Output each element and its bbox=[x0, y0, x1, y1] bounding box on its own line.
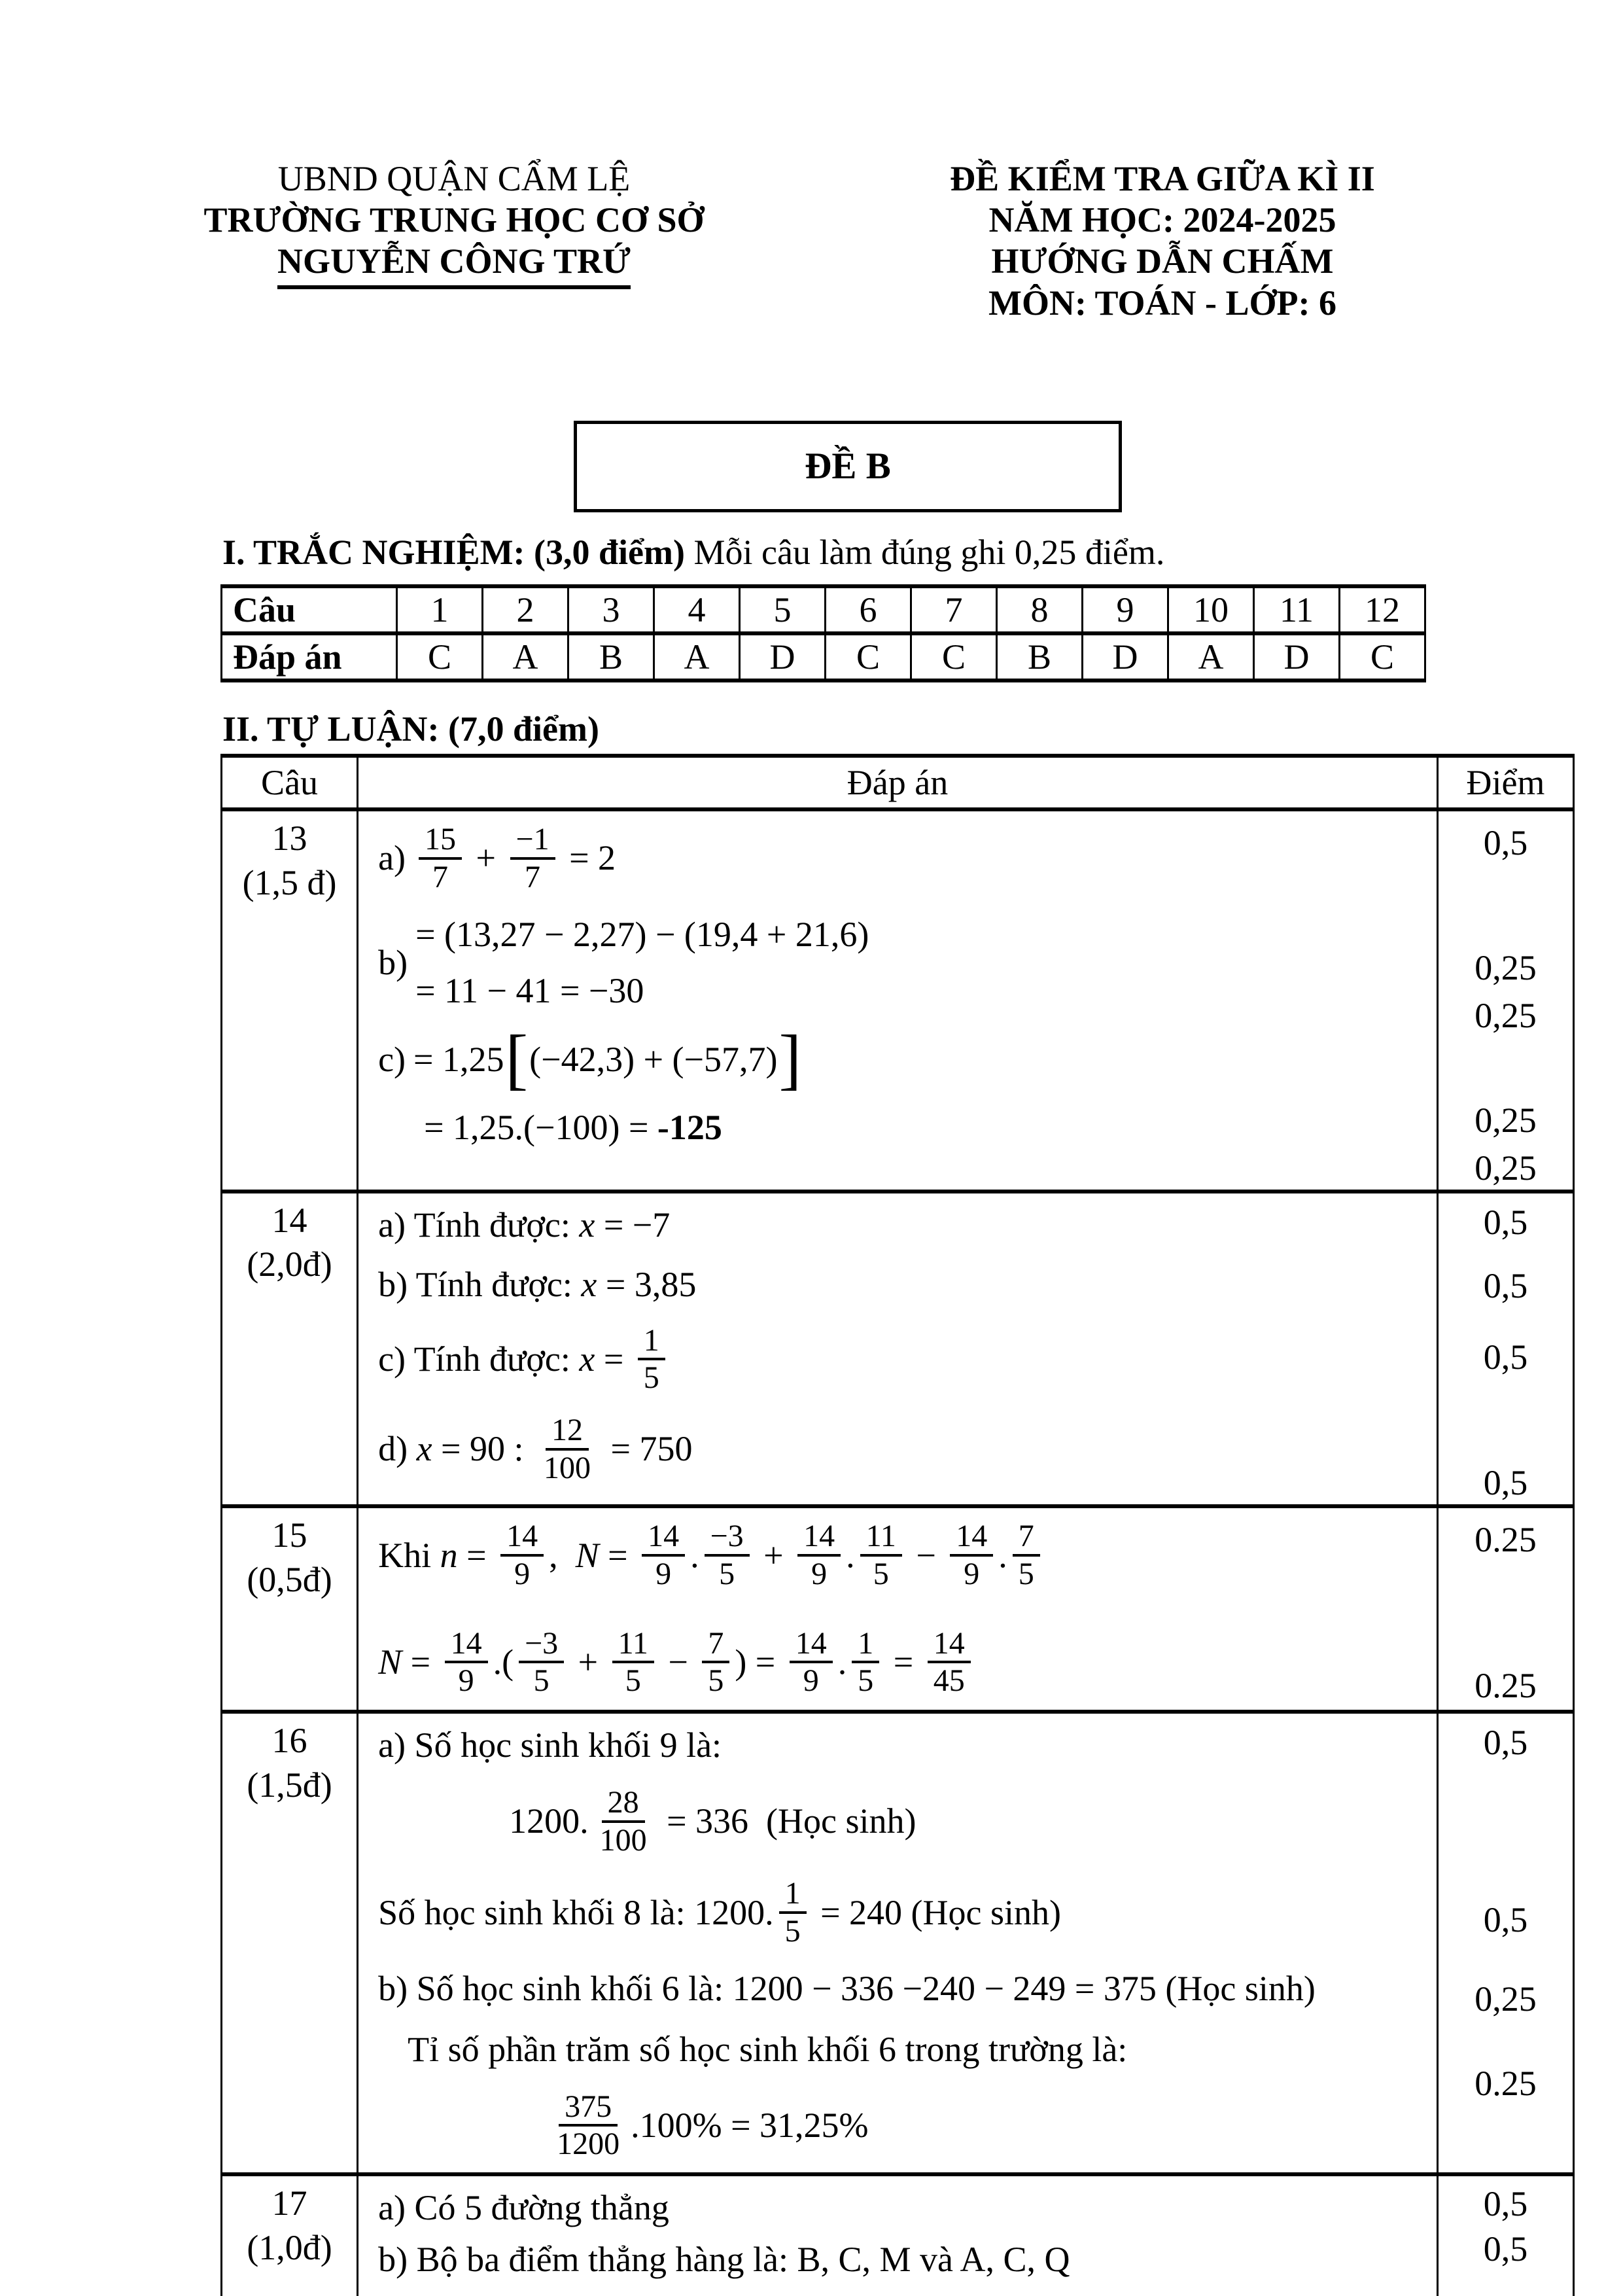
question-17-answer-cell bbox=[358, 2174, 1438, 2296]
points-value: 0,5 bbox=[1483, 2184, 1528, 2224]
exam-code-box bbox=[574, 421, 1122, 512]
points-value: 0,5 bbox=[1483, 2229, 1528, 2269]
mc-answer-cell: B bbox=[568, 633, 654, 680]
essay-table-header-row bbox=[222, 756, 1574, 809]
points-value: 0,25 bbox=[1475, 1148, 1537, 1188]
points-value: 0,25 bbox=[1475, 1101, 1537, 1140]
question-15-points-cell bbox=[1437, 1506, 1573, 1712]
row16-part-a: a) Số học sinh khối 9 là: bbox=[378, 1725, 722, 1765]
table-row-question-13 bbox=[222, 809, 1574, 1192]
question-points-total: (2,0đ) bbox=[247, 1245, 332, 1284]
row14-part-a: a) Tính được: x = −7 bbox=[378, 1205, 671, 1245]
question-14-answer-cell bbox=[358, 1192, 1438, 1506]
school-year: NĂM HỌC: 2024-2025 bbox=[988, 200, 1336, 240]
points-value: 0,5 bbox=[1483, 1463, 1528, 1503]
row17-part-a: a) Có 5 đường thẳng bbox=[378, 2188, 669, 2228]
school-name-line bbox=[175, 241, 733, 289]
issuer-line: UBND QUẬN CẨM LỆ bbox=[277, 159, 631, 198]
mc-answer-label: Đáp án bbox=[222, 633, 397, 680]
row14-part-b: b) Tính được: x = 3,85 bbox=[378, 1264, 697, 1304]
row13-eq-c2: = 1,25.(−100) = -125 bbox=[424, 1108, 722, 1148]
question-13-number-cell bbox=[222, 809, 358, 1192]
mc-answer-cell: C bbox=[1340, 633, 1425, 680]
points-value: 0.25 bbox=[1475, 1665, 1537, 1705]
question-13-points-cell bbox=[1437, 809, 1573, 1192]
issuer-block bbox=[175, 158, 733, 289]
row15-eq-1: Khi n = $\frac{14}{9}$ , N = $\frac{14}{9}$ . $\frac{-3}{5}$ + $\frac{14}{9}$ . $\frac{11}{5}$ − $\frac{14}{9}$ . $\frac{7}{5}$ bbox=[378, 1519, 1425, 1592]
essay-header-answer: Đáp án bbox=[358, 756, 1438, 809]
mc-answer-cell: B bbox=[997, 633, 1083, 680]
essay-header-question: Câu bbox=[222, 756, 358, 809]
question-points-total: (1,5 đ) bbox=[242, 862, 337, 902]
section2-heading: II. TỰ LUẬN: (7,0 điểm) bbox=[222, 709, 599, 749]
essay-answer-table bbox=[220, 754, 1575, 2296]
school-type-line: TRƯỜNG TRUNG HỌC CƠ SỞ bbox=[203, 200, 705, 240]
points-value: 0,25 bbox=[1475, 947, 1537, 987]
row14-part-d: d) x = 90 : $\frac{12}{100}$ = 750 bbox=[378, 1413, 693, 1485]
question-number: 14 bbox=[271, 1200, 307, 1240]
table-row-question-16 bbox=[222, 1712, 1574, 2174]
school-name: NGUYỄN CÔNG TRỨ bbox=[277, 241, 631, 289]
points-value: 0,5 bbox=[1483, 1337, 1528, 1377]
row16-eq-1: 1200. $\frac{28}{100}$ = 336 (Học sinh) bbox=[509, 1784, 916, 1858]
question-number: 13 bbox=[271, 819, 307, 858]
question-16-number-cell bbox=[222, 1712, 358, 2174]
question-16-points-cell bbox=[1437, 1712, 1573, 2174]
row17-part-b: b) Bộ ba điểm thẳng hàng là: B, C, M và A, C, Q bbox=[378, 2239, 1070, 2279]
question-17-number-cell bbox=[222, 2174, 358, 2296]
points-value: 0,5 bbox=[1483, 1265, 1528, 1305]
row16-line-percent: Tỉ số phần trăm số học sinh khối 6 trong trường là: bbox=[408, 2029, 1128, 2069]
row13-eq-a: $\frac{15}{7}$ + $\frac{-1}{7}$ = 2 bbox=[413, 822, 616, 895]
points-value: 0,5 bbox=[1483, 1899, 1528, 1939]
question-15-answer-cell bbox=[358, 1506, 1438, 1712]
question-17-points-cell bbox=[1437, 2174, 1573, 2296]
row13-part-c2 bbox=[424, 1106, 1425, 1149]
points-value: 0.25 bbox=[1475, 2063, 1537, 2103]
multiple-choice-table bbox=[220, 584, 1426, 682]
section1-note: Mỗi câu làm đúng ghi 0,25 điểm. bbox=[684, 533, 1165, 572]
mc-question-cell: 3 bbox=[568, 586, 654, 633]
mc-answer-cell: D bbox=[1083, 633, 1168, 680]
points-value: 0,5 bbox=[1483, 823, 1528, 862]
mc-question-cell: 5 bbox=[740, 586, 826, 633]
table-row-question-14 bbox=[222, 1192, 1574, 1506]
row14-part-c: c) Tính được: x = $\frac{1}{5}$ bbox=[378, 1323, 1425, 1396]
mc-question-cell: 8 bbox=[997, 586, 1083, 633]
question-15-number-cell bbox=[222, 1506, 358, 1712]
question-points-total: (1,0đ) bbox=[247, 2227, 332, 2267]
mc-answer-cell: C bbox=[397, 633, 483, 680]
exam-title: ĐỀ KIỂM TRA GIỮA KÌ II bbox=[950, 159, 1375, 198]
points-value: 0,5 bbox=[1483, 1723, 1528, 1763]
mc-answer-row bbox=[222, 633, 1425, 680]
part-label: b) bbox=[378, 942, 408, 982]
question-14-points-cell bbox=[1437, 1192, 1573, 1506]
mc-question-cell: 10 bbox=[1168, 586, 1254, 633]
table-row-question-15 bbox=[222, 1506, 1574, 1712]
mc-question-cell: 2 bbox=[483, 586, 568, 633]
row13-eq-b2: = 11 − 41 = −30 bbox=[415, 971, 644, 1011]
mc-question-row bbox=[222, 586, 1425, 633]
row13-eq-b1: = (13,27 − 2,27) − (19,4 + 21,6) bbox=[415, 914, 869, 954]
mc-question-cell: 7 bbox=[911, 586, 997, 633]
mc-question-cell: 9 bbox=[1083, 586, 1168, 633]
mc-question-label: Câu bbox=[222, 586, 397, 633]
row16-part-b: b) Số học sinh khối 6 là: 1200 − 336 −240 − 249 = 375 (Học sinh) bbox=[378, 1968, 1316, 2008]
question-number: 17 bbox=[271, 2183, 307, 2223]
mc-question-cell: 4 bbox=[654, 586, 740, 633]
mc-answer-cell: A bbox=[654, 633, 740, 680]
question-number: 15 bbox=[271, 1515, 307, 1555]
question-number: 16 bbox=[271, 1721, 307, 1761]
points-value: 0.25 bbox=[1475, 1520, 1537, 1560]
mc-question-cell: 12 bbox=[1340, 586, 1425, 633]
grading-guide-label: HƯỚNG DẪN CHẤM bbox=[991, 241, 1334, 281]
mc-answer-cell: D bbox=[740, 633, 826, 680]
row15-eq-2: N = $\frac{14}{9}$ .( $\frac{-3}{5}$ + $\frac{11}{5}$ − $\frac{7}{5}$ ) = $\frac{14}{9}$ . $\frac{1}{5}$ = $\frac{14}{45}$ bbox=[378, 1626, 1425, 1699]
essay-header-points: Điểm bbox=[1437, 756, 1573, 809]
points-value: 0,5 bbox=[1483, 1202, 1528, 1242]
question-13-answer-cell bbox=[358, 809, 1438, 1192]
mc-answer-cell: C bbox=[826, 633, 911, 680]
row16-line-grade8: Số học sinh khối 8 là: 1200. $\frac{1}{5}$ = 240 (Học sinh) bbox=[378, 1876, 1061, 1949]
section1-title: I. TRẮC NGHIỆM: (3,0 điểm) bbox=[222, 533, 685, 572]
mc-question-cell: 1 bbox=[397, 586, 483, 633]
subject-grade: MÔN: TOÁN - LỚP: 6 bbox=[988, 283, 1336, 323]
mc-question-cell: 6 bbox=[826, 586, 911, 633]
mc-answer-cell: D bbox=[1254, 633, 1340, 680]
points-value: 0,25 bbox=[1475, 1979, 1537, 2019]
mc-question-cell: 11 bbox=[1254, 586, 1340, 633]
points-value: 0,25 bbox=[1475, 995, 1537, 1035]
row13-eq-c1: = 1,25 [ (−42,3) + (−57,7) ] bbox=[413, 1021, 802, 1097]
exam-title-block bbox=[911, 158, 1414, 324]
row13-part-a bbox=[378, 822, 1425, 895]
row16-eq-2: $\frac{375}{1200}$ .100% = 31,25% bbox=[557, 2089, 869, 2162]
exam-code: ĐỀ B bbox=[805, 445, 891, 487]
row13-part-b bbox=[378, 913, 1425, 1013]
part-label: a) bbox=[378, 838, 406, 878]
row13-part-c bbox=[378, 1021, 1425, 1097]
part-label: c) bbox=[378, 1039, 406, 1079]
question-points-total: (1,5đ) bbox=[247, 1765, 332, 1805]
mc-answer-cell: A bbox=[1168, 633, 1254, 680]
mc-answer-cell: C bbox=[911, 633, 997, 680]
question-16-answer-cell bbox=[358, 1712, 1438, 2174]
question-points-total: (0,5đ) bbox=[247, 1559, 332, 1599]
table-row-question-17 bbox=[222, 2174, 1574, 2296]
section1-heading bbox=[222, 531, 1164, 574]
mc-answer-cell: A bbox=[483, 633, 568, 680]
question-14-number-cell bbox=[222, 1192, 358, 1506]
